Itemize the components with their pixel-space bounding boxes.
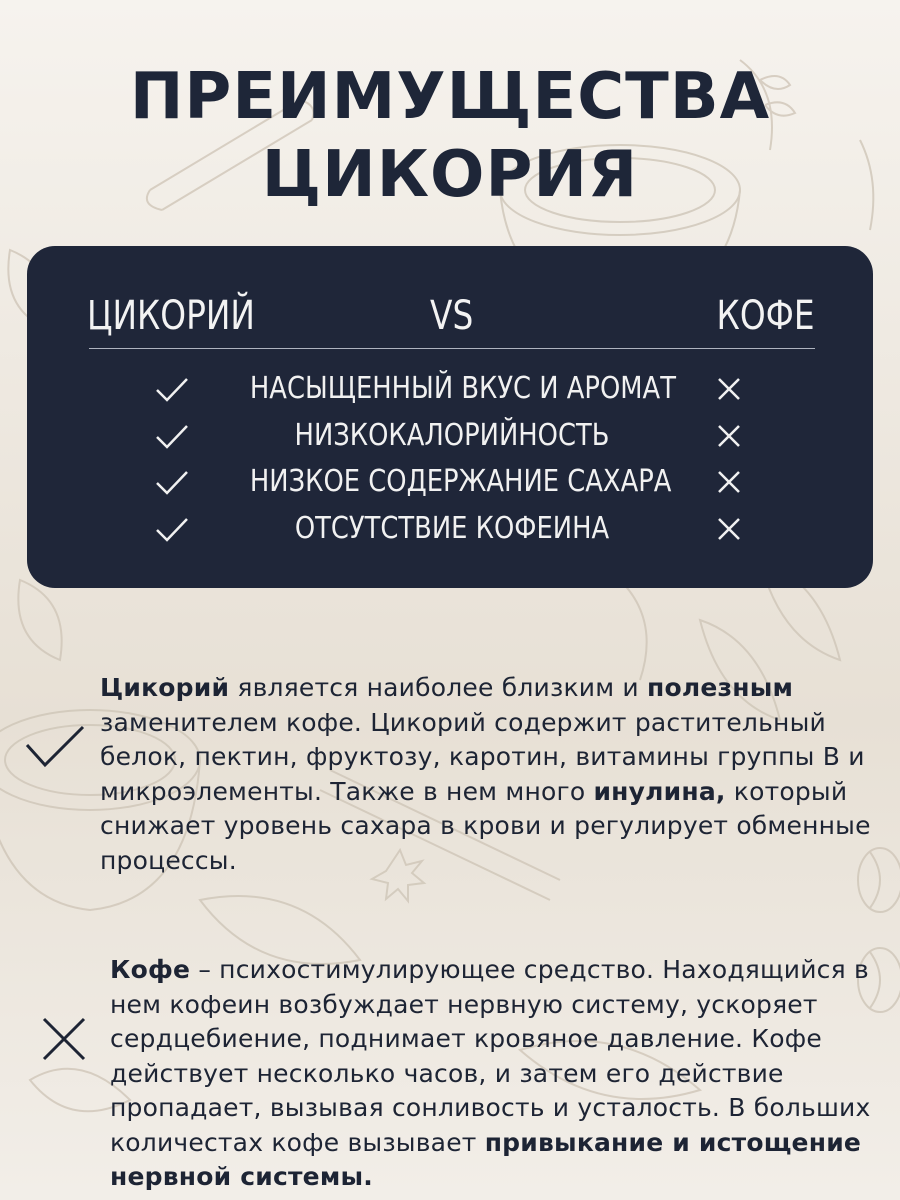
chicory-text-1: является наиболее близким и [229,673,647,702]
coffee-header: КОФЕ [716,293,815,339]
page-title [0,58,900,214]
check-icon [154,423,190,451]
chicory-header: ЦИКОРИЙ [87,293,255,339]
coffee-text-1: – психостимулирующее средство. Находящийся в нем кофеин возбуждает нервную систему, ускоряет сердцебиение, поднимает кровяное давление. Кофе действует несколько часов, и затем его действие пропадает, вызывая сонливость и усталость. В больших количестах кофе вызывает [110,955,871,1157]
comparison-row [27,459,873,506]
page-title-line-2: ЦИКОРИЯ [261,138,639,212]
chicory-bold-2: полезным [647,673,794,702]
comparison-rows [27,366,873,552]
chicory-bold-3: инулина, [593,776,726,806]
comparison-row [27,413,873,460]
check-icon [25,725,85,769]
header-divider [89,348,815,349]
chicory-text-3: который снижает уровень сахара в крови и регулирует обменные процессы. [100,776,871,875]
cross-icon [716,516,742,542]
cross-icon [716,423,742,449]
coffee-description [110,953,890,1195]
page-title-line-1: ПРЕИМУЩЕСТВА [129,60,771,134]
chicory-description [100,671,880,878]
comparison-row-label: НИЗКОЕ СОДЕРЖАНИЕ САХАРА [249,464,672,499]
comparison-header [27,286,873,346]
comparison-row-label: НАСЫЩЕННЫЙ ВКУС И АРОМАТ [249,371,676,406]
check-icon [154,376,190,404]
check-icon [154,469,190,497]
coffee-bold-1: Кофе [110,955,191,984]
comparison-row [27,506,873,553]
comparison-row-label: ОТСУТСТВИЕ КОФЕИНА [294,510,610,546]
cross-icon [716,376,742,402]
comparison-row-label: НИЗКОКАЛОРИЙНОСТЬ [294,417,610,453]
cross-icon [716,469,742,495]
check-icon [154,516,190,544]
comparison-panel [27,246,873,588]
comparison-row [27,366,873,413]
cross-icon [42,1017,86,1061]
chicory-bold-1: Цикорий [100,673,230,702]
chicory-text-2: заменителем кофе. Цикорий содержит растительный белок, пектин, фруктозу, каротин, витамины группы В и микроэлементы. Также в нем много [100,707,865,806]
coffee-bold-2: привыкание и истощение нервной системы. [110,1127,862,1191]
vs-label: VS [430,293,474,339]
